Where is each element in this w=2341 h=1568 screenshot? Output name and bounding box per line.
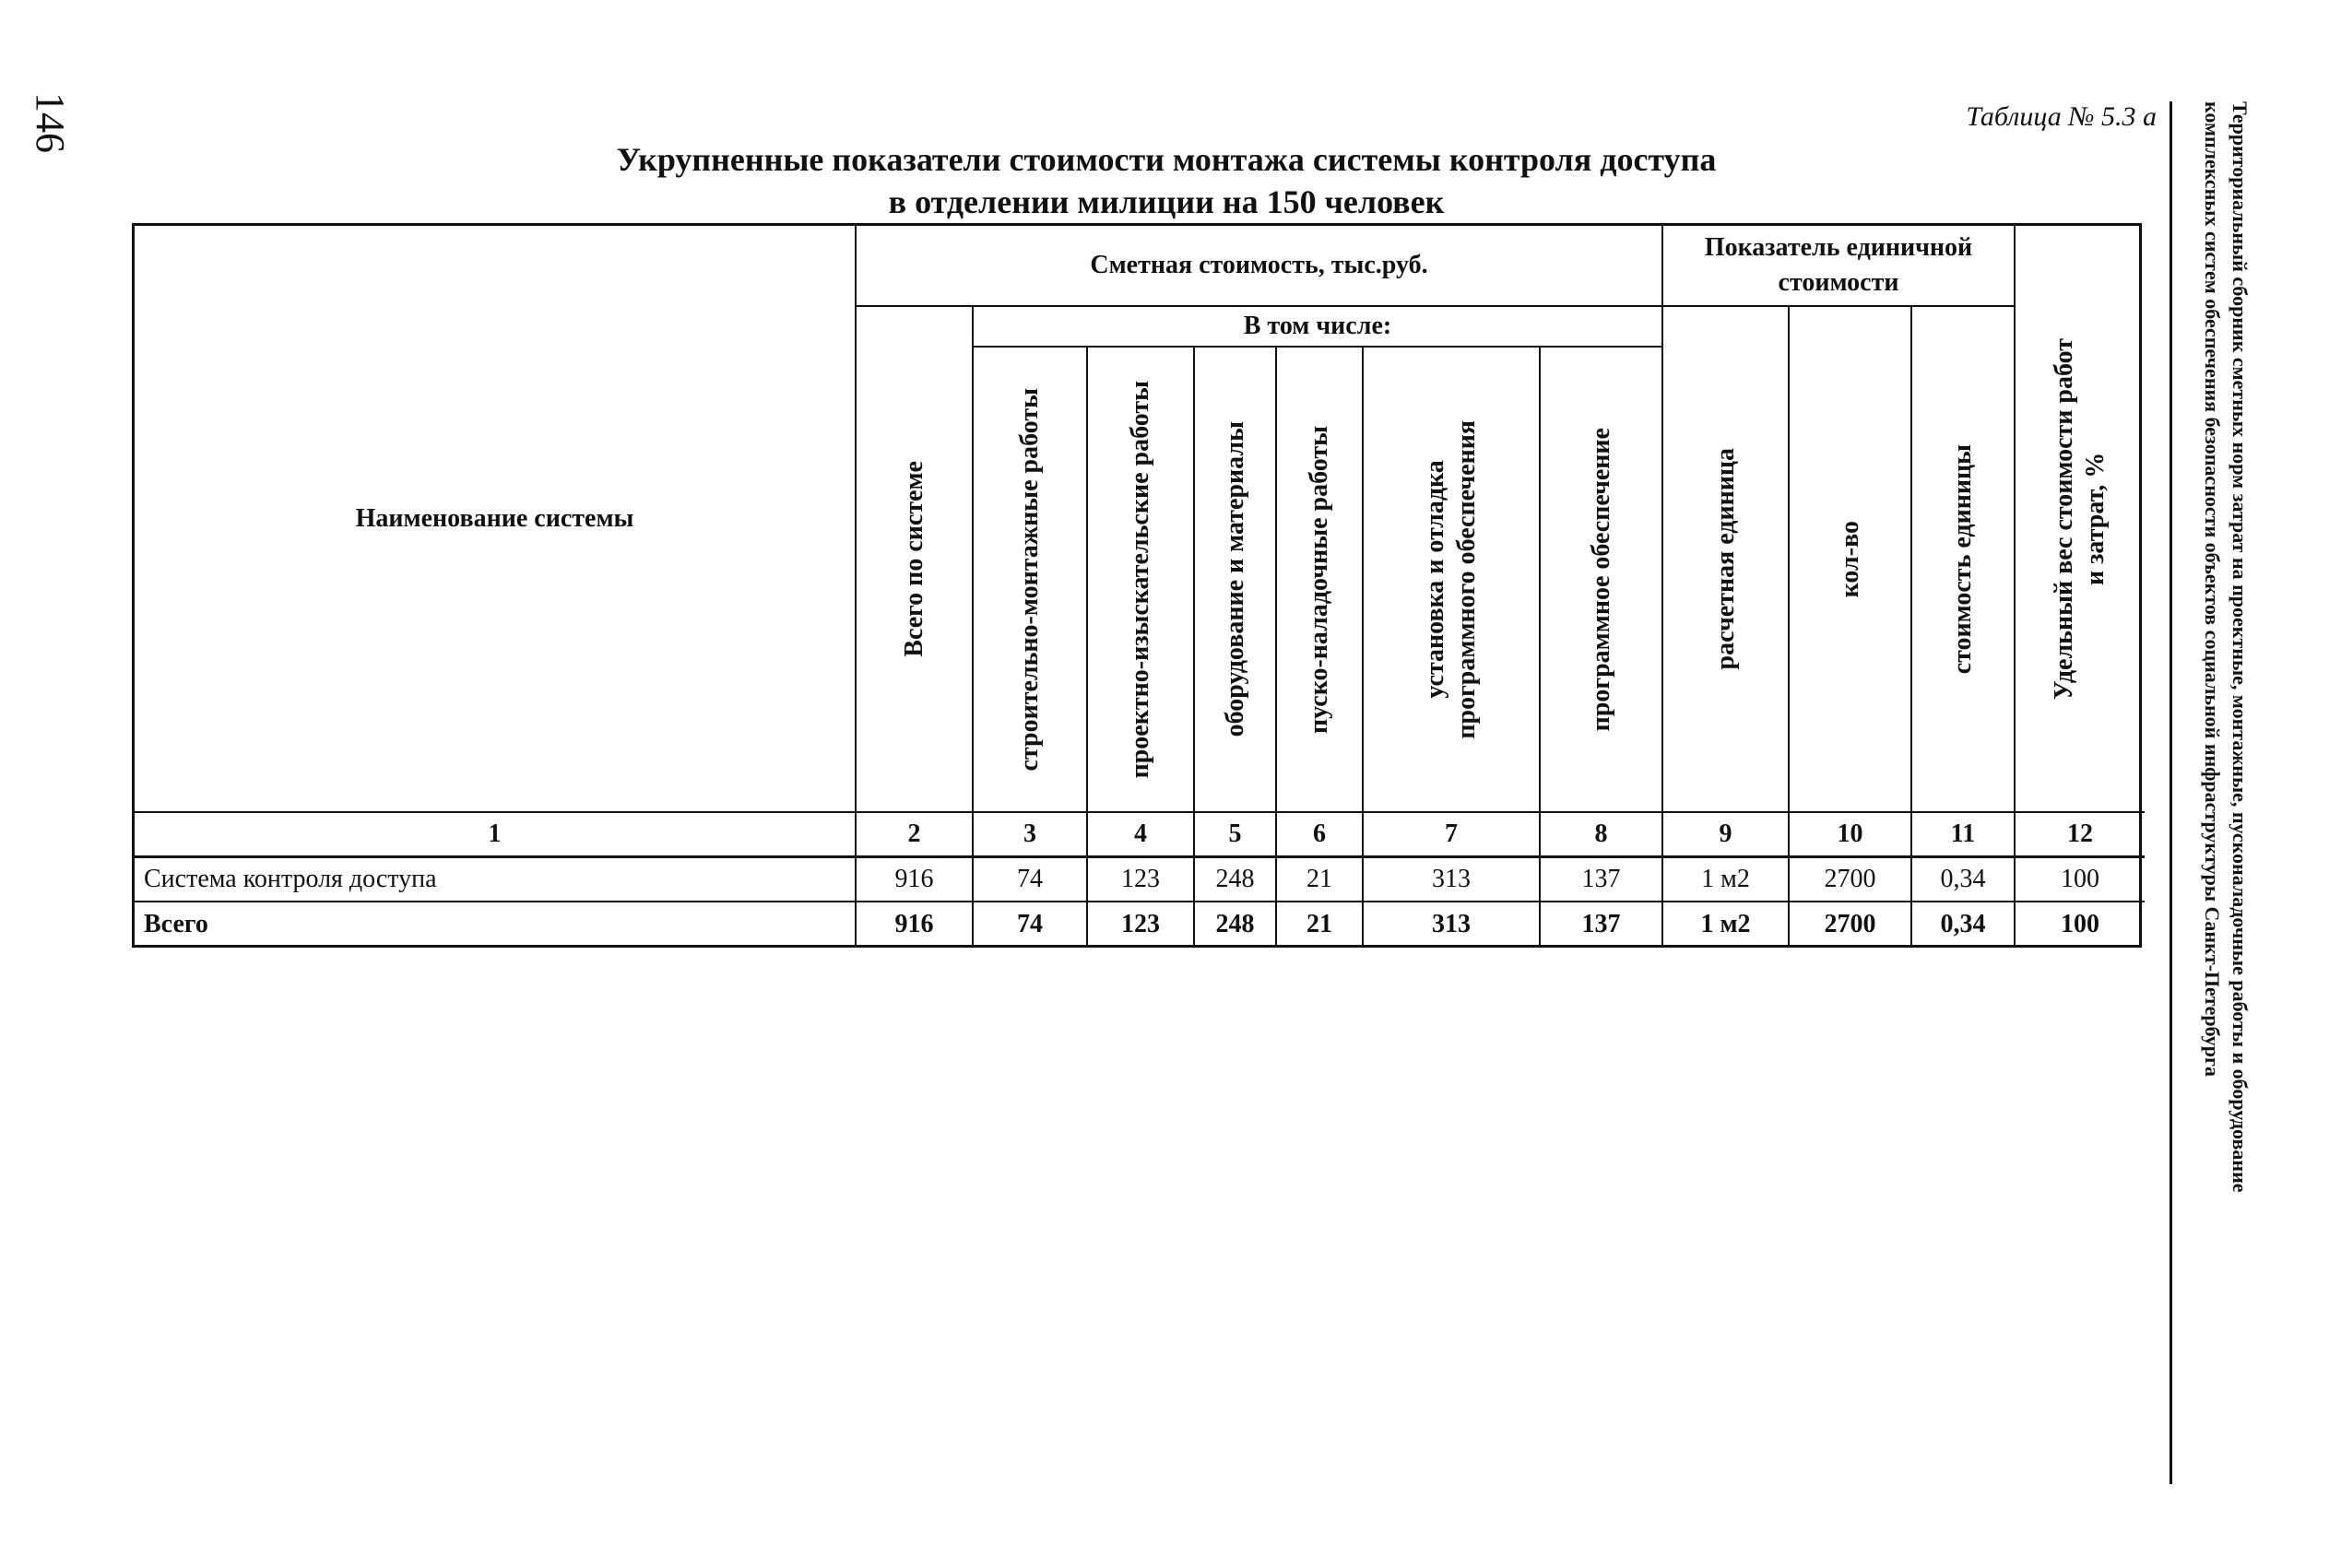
total-cell: 21	[1277, 902, 1364, 947]
header-software-setup	[1364, 348, 1541, 813]
total-cell: 313	[1364, 902, 1541, 947]
total-cell: 100	[2061, 910, 2099, 938]
row-cell: 313	[1364, 858, 1541, 902]
total-cell: 123	[1088, 902, 1195, 947]
total-cell: 2700	[1790, 902, 1912, 947]
col-number: 3	[974, 813, 1088, 858]
title-line-2: в отделении милиции на 150 человек	[888, 183, 1445, 220]
row-cell: 21	[1277, 858, 1364, 902]
row-cell: 916	[857, 858, 974, 902]
total-cell: 1 м2	[1663, 902, 1790, 947]
row-cell: 123	[1088, 858, 1195, 902]
row-cell: 248	[1195, 858, 1277, 902]
side-note-line-1: Территориальный сборник сметных норм затрат на проектные, монтажные, пусконаладочные работы и оборудование	[2229, 101, 2252, 1193]
total-cell: 137	[1541, 902, 1663, 947]
total-cell: 248	[1195, 902, 1277, 947]
header-share-line-2: и затрат, %	[2081, 452, 2110, 585]
header-unit: расчетная единица	[1663, 307, 1790, 813]
row-cell: 2700	[1790, 858, 1912, 902]
title-line-1: Укрупненные показатели стоимости монтажа системы контроля доступа	[616, 141, 1717, 178]
col-number: 5	[1195, 813, 1277, 858]
col-number: 8	[1541, 813, 1663, 858]
row-cell: 74	[974, 858, 1088, 902]
cost-table	[132, 223, 2142, 948]
side-divider-rule	[2170, 101, 2172, 1484]
header-construction: строительно-монтажные работы	[974, 348, 1088, 813]
header-including: В том числе:	[974, 307, 1663, 348]
header-design-survey: проектно-изыскательские работы	[1088, 348, 1195, 813]
col-number: 1	[135, 813, 857, 858]
col-number: 11	[1912, 813, 2016, 858]
total-cell: 74	[974, 902, 1088, 947]
header-total-by-system: Всего по системе	[857, 307, 974, 813]
header-system-name: Наименование системы	[135, 226, 857, 813]
row-cell: 100	[2016, 858, 2145, 902]
page-number: 146	[28, 92, 73, 153]
col-number: 7	[1364, 813, 1541, 858]
header-share	[2016, 226, 2145, 813]
header-software-setup-line-1: установка и отладка	[1421, 460, 1449, 699]
col-number: 6	[1277, 813, 1364, 858]
col-number: 9	[1663, 813, 1790, 858]
total-row-label: Всего	[135, 902, 857, 947]
header-software-setup-line-2: программного обеспечения	[1452, 419, 1481, 739]
table-reference: Таблица № 5.3 а	[1966, 101, 2157, 132]
col-number: 12	[2016, 813, 2145, 858]
row-cell: 1 м2	[1663, 858, 1790, 902]
col-number: 4	[1088, 813, 1195, 858]
col-number: 2	[857, 813, 974, 858]
row-cell: 137	[1541, 858, 1663, 902]
header-share-line-1: Удельный вес стоимости работ	[2050, 337, 2078, 700]
header-equipment: оборудование и материалы	[1195, 348, 1277, 813]
header-commissioning: пуско-наладочные работы	[1277, 348, 1364, 813]
side-note	[2198, 101, 2272, 1466]
header-unit-cost: стоимость единицы	[1912, 307, 2016, 813]
col-number: 10	[1790, 813, 1912, 858]
document-title	[590, 138, 1743, 223]
row-system-name: Система контроля доступа	[135, 858, 857, 902]
total-cell: 0,34	[1912, 902, 2016, 947]
header-qty: кол-во	[1790, 307, 1912, 813]
total-cell: 916	[857, 902, 974, 947]
side-note-line-2: комплексных систем обеспечения безопасности объектов социальной инфраструктуры Санкт-Петербурга	[2201, 101, 2224, 1077]
header-estimated-cost: Сметная стоимость, тыс.руб.	[857, 226, 1663, 307]
row-cell: 0,34	[1912, 858, 2016, 902]
header-unit-cost-indicator: Показатель единичной стоимости	[1663, 226, 2016, 307]
header-software: программное обеспечение	[1541, 348, 1663, 813]
